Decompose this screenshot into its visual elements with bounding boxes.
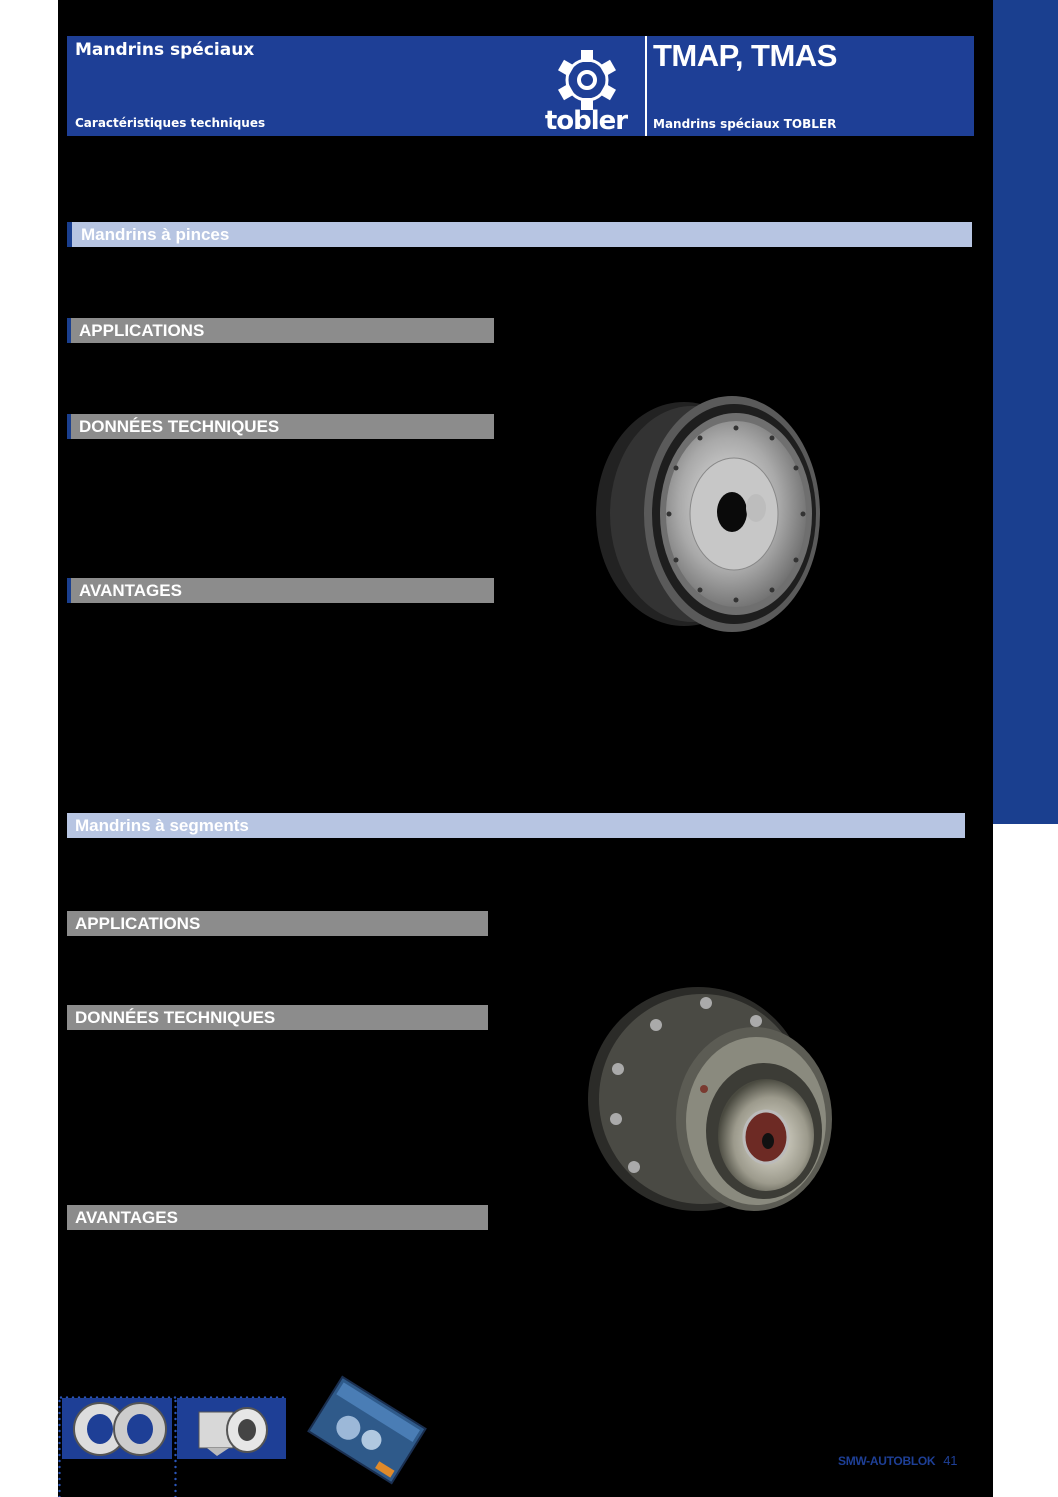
segment-chuck-thumbnail[interactable] bbox=[177, 1398, 286, 1459]
chapter-tab bbox=[993, 0, 1058, 824]
tobler-logo-icon bbox=[530, 40, 642, 132]
section-title: Mandrins spéciaux bbox=[75, 40, 255, 60]
collet-applications-heading: APPLICATIONS bbox=[67, 318, 494, 343]
header-divider bbox=[645, 36, 647, 136]
segment-technical-data-heading: DONNÉES TECHNIQUES bbox=[67, 1005, 488, 1030]
thumbnail-dotted-border bbox=[58, 1398, 61, 1497]
page-number: 41 bbox=[943, 1453, 958, 1468]
page-header bbox=[67, 36, 974, 136]
right-page-margin bbox=[993, 824, 1058, 1497]
collet-chuck-thumbnail[interactable] bbox=[62, 1398, 172, 1459]
footer-brand: SMW-AUTOBLOK bbox=[838, 1454, 936, 1468]
catalog-thumbnail[interactable] bbox=[298, 1374, 436, 1486]
product-subtitle: Mandrins spéciaux TOBLER bbox=[653, 117, 837, 131]
segment-chuck-photo bbox=[586, 985, 836, 1227]
segment-advantages-heading: AVANTAGES bbox=[67, 1205, 488, 1230]
collet-technical-data-heading: DONNÉES TECHNIQUES bbox=[67, 414, 494, 439]
section-subtitle: Caractéristiques techniques bbox=[75, 116, 266, 130]
product-title: TMAP, TMAS bbox=[653, 38, 837, 73]
page-footer bbox=[838, 1453, 957, 1468]
collet-chuck-photo bbox=[596, 396, 822, 634]
segment-chucks-heading: Mandrins à segments bbox=[67, 813, 965, 838]
segment-applications-heading: APPLICATIONS bbox=[67, 911, 488, 936]
collet-advantages-heading: AVANTAGES bbox=[67, 578, 494, 603]
tobler-logo-text: tobler bbox=[544, 106, 628, 132]
collet-chucks-heading: Mandrins à pinces bbox=[67, 222, 972, 247]
left-page-margin bbox=[0, 0, 58, 1497]
